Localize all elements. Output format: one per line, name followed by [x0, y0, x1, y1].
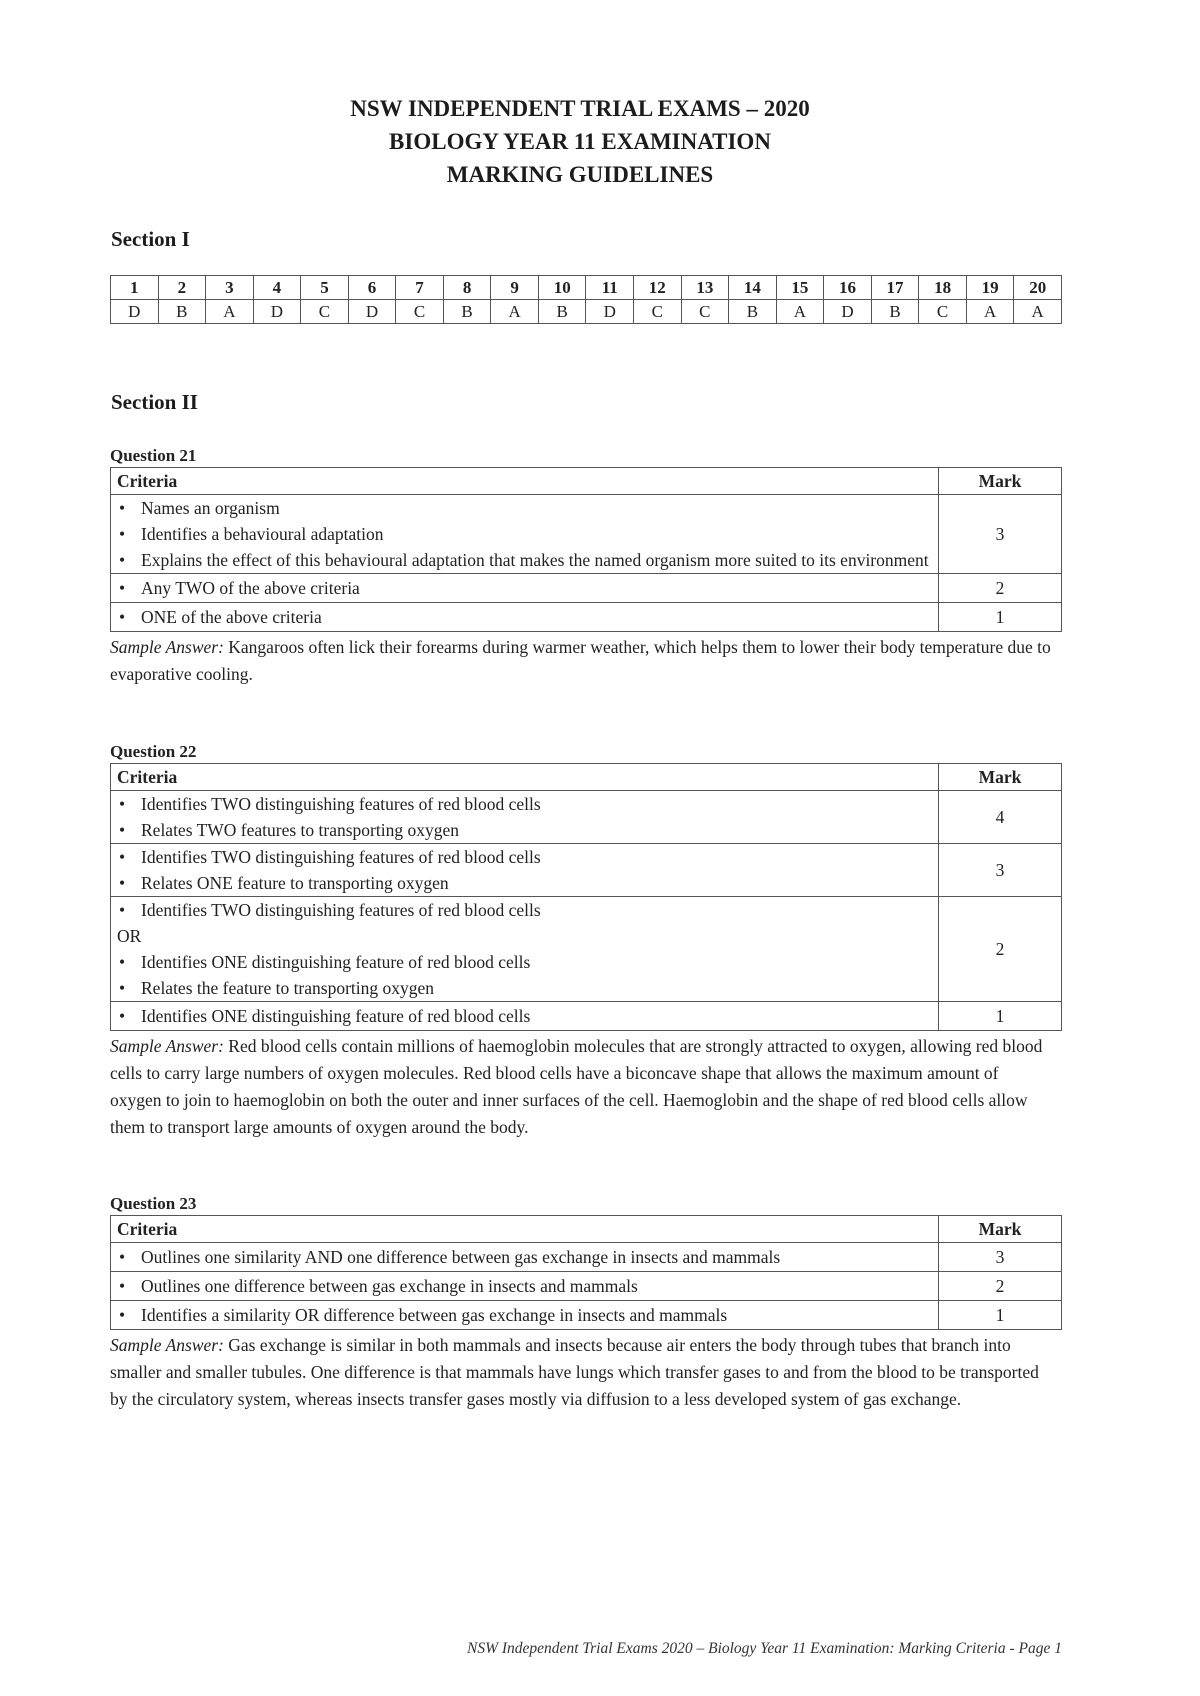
- answer-cell: C: [681, 300, 729, 324]
- answer-cell: D: [253, 300, 301, 324]
- answer-cell: B: [158, 300, 206, 324]
- criteria-cell: [111, 1243, 939, 1272]
- question-number-cell: 7: [396, 276, 444, 300]
- criteria-cell: [111, 574, 939, 603]
- criteria-item: [117, 791, 932, 817]
- mark-cell: 4: [939, 791, 1062, 844]
- mark-cell: 2: [939, 897, 1062, 1002]
- question-23-label: Question 23: [110, 1194, 197, 1213]
- answer-cell: A: [776, 300, 824, 324]
- criteria-cell: [111, 495, 939, 574]
- criteria-item-text: Relates TWO features to transporting oxygen: [141, 820, 459, 840]
- answer-cell: C: [919, 300, 967, 324]
- criteria-item-text: Identifies TWO distinguishing features of red blood cells: [141, 900, 541, 920]
- title-line-1: NSW INDEPENDENT TRIAL EXAMS – 2020: [350, 96, 810, 121]
- criteria-item-text: Identifies ONE distinguishing feature of red blood cells: [141, 1006, 531, 1026]
- page-footer: NSW Independent Trial Exams 2020 – Biology Year 11 Examination: Marking Criteria - Page 1: [467, 1640, 1062, 1657]
- criteria-row: [111, 844, 1062, 897]
- question-21-sample-answer: [110, 634, 1062, 688]
- mark-cell: 3: [939, 844, 1062, 897]
- bullet-icon: •: [119, 524, 126, 544]
- question-21-label: Question 21: [110, 446, 197, 465]
- bullet-icon: •: [119, 978, 126, 998]
- answer-cell: B: [538, 300, 586, 324]
- question-number-cell: 10: [538, 276, 586, 300]
- question-22-criteria-table: [110, 763, 1062, 1031]
- question-number-cell: 18: [919, 276, 967, 300]
- document-title: [0, 92, 1160, 191]
- criteria-row: [111, 574, 1062, 603]
- bullet-icon: •: [119, 1006, 126, 1026]
- criteria-cell: [111, 1301, 939, 1330]
- criteria-item-text: Identifies TWO distinguishing features of red blood cells: [141, 847, 541, 867]
- question-number-cell: 14: [729, 276, 777, 300]
- criteria-item: [117, 897, 932, 923]
- answer-cell: D: [111, 300, 159, 324]
- answer-row: [111, 300, 1062, 324]
- criteria-cell: [111, 791, 939, 844]
- mark-cell: 3: [939, 1243, 1062, 1272]
- criteria-item-text: Identifies TWO distinguishing features of red blood cells: [141, 794, 541, 814]
- question-number-cell: 4: [253, 276, 301, 300]
- criteria-item-text: Identifies a similarity OR difference between gas exchange in insects and mammals: [141, 1305, 728, 1325]
- bullet-icon: •: [119, 873, 126, 893]
- bullet-icon: •: [119, 550, 126, 570]
- question-number-cell: 15: [776, 276, 824, 300]
- question-number-cell: 5: [301, 276, 349, 300]
- question-number-row: [111, 276, 1062, 300]
- sample-answer-text: Red blood cells contain millions of haemoglobin molecules that are strongly attracted to oxygen, allowing red blood cells to carry large numbers of oxygen molecules. Red blood cells have a biconcave shape that allows the maximum amount of oxygen to join to haemoglobin on both the outer and inner surfaces of the cell. Haemoglobin and the shape of red blood cells allow them to transport large amounts of oxygen around the body.: [110, 1036, 1043, 1137]
- question-21-block: [110, 446, 1062, 688]
- criteria-cell: [111, 603, 939, 632]
- question-number-cell: 11: [586, 276, 634, 300]
- question-number-cell: 16: [824, 276, 872, 300]
- mark-cell: 1: [939, 1301, 1062, 1330]
- criteria-cell: [111, 1002, 939, 1031]
- answer-cell: B: [443, 300, 491, 324]
- question-22-sample-answer: [110, 1033, 1062, 1141]
- criteria-row: [111, 1002, 1062, 1031]
- mark-cell: 2: [939, 574, 1062, 603]
- section-1-heading: Section I: [111, 227, 190, 251]
- bullet-icon: •: [119, 900, 126, 920]
- answer-cell: A: [966, 300, 1014, 324]
- question-number-cell: 8: [443, 276, 491, 300]
- criteria-row: [111, 495, 1062, 574]
- answer-cell: C: [396, 300, 444, 324]
- answer-cell: D: [824, 300, 872, 324]
- bullet-icon: •: [119, 1305, 126, 1325]
- bullet-icon: •: [119, 952, 126, 972]
- sample-answer-text: Gas exchange is similar in both mammals and insects because air enters the body through tubes that branch into smaller and smaller tubules. One difference is that mammals have lungs which transfer gases to and from the blood to be transported by the circulatory system, whereas insects transfer gases mostly via diffusion to a less developed system of gas exchange.: [110, 1335, 1039, 1409]
- criteria-item-text: Identifies a behavioural adaptation: [141, 524, 384, 544]
- criteria-item-text: Outlines one similarity AND one difference between gas exchange in insects and mammals: [141, 1247, 781, 1267]
- criteria-header: Criteria: [111, 468, 939, 495]
- answer-cell: B: [871, 300, 919, 324]
- criteria-item-text: Identifies ONE distinguishing feature of red blood cells: [141, 952, 531, 972]
- mark-cell: 1: [939, 1002, 1062, 1031]
- criteria-item: [117, 604, 932, 630]
- criteria-item: [117, 1244, 932, 1270]
- criteria-row: [111, 1272, 1062, 1301]
- criteria-item-text: Names an organism: [141, 498, 280, 518]
- criteria-item: [117, 975, 932, 1001]
- criteria-item: [117, 547, 932, 573]
- bullet-icon: •: [119, 820, 126, 840]
- criteria-item: [117, 870, 932, 896]
- bullet-icon: •: [119, 794, 126, 814]
- criteria-item-text: Relates the feature to transporting oxygen: [141, 978, 435, 998]
- criteria-item: [117, 949, 932, 975]
- criteria-item-text: Relates ONE feature to transporting oxygen: [141, 873, 449, 893]
- question-number-cell: 12: [634, 276, 682, 300]
- mark-header: Mark: [939, 764, 1062, 791]
- bullet-icon: •: [119, 607, 126, 627]
- answer-cell: D: [586, 300, 634, 324]
- question-23-sample-answer: [110, 1332, 1062, 1413]
- criteria-item-text: ONE of the above criteria: [141, 607, 322, 627]
- title-line-2: BIOLOGY YEAR 11 EXAMINATION: [389, 129, 771, 154]
- criteria-item: [117, 495, 932, 521]
- mark-cell: 3: [939, 495, 1062, 574]
- mark-cell: 1: [939, 603, 1062, 632]
- question-number-cell: 3: [206, 276, 254, 300]
- criteria-item: [117, 521, 932, 547]
- answer-cell: D: [348, 300, 396, 324]
- bullet-icon: •: [119, 498, 126, 518]
- criteria-cell: [111, 844, 939, 897]
- question-23-criteria-table: [110, 1215, 1062, 1330]
- criteria-cell: [111, 897, 939, 1002]
- criteria-header: Criteria: [111, 1216, 939, 1243]
- criteria-header: Criteria: [111, 764, 939, 791]
- criteria-row: [111, 1301, 1062, 1330]
- section-2-heading: Section II: [111, 390, 198, 414]
- mark-cell: 2: [939, 1272, 1062, 1301]
- answer-cell: A: [1014, 300, 1062, 324]
- criteria-row: [111, 603, 1062, 632]
- question-number-cell: 17: [871, 276, 919, 300]
- criteria-cell: [111, 1272, 939, 1301]
- question-number-cell: 1: [111, 276, 159, 300]
- answer-cell: C: [301, 300, 349, 324]
- bullet-icon: •: [119, 847, 126, 867]
- question-22-label: Question 22: [110, 742, 197, 761]
- sample-answer-text: Kangaroos often lick their forearms during warmer weather, which helps them to lower their body temperature due to evaporative cooling.: [110, 637, 1051, 684]
- question-21-criteria-table: [110, 467, 1062, 632]
- criteria-row: [111, 897, 1062, 1002]
- bullet-icon: •: [119, 578, 126, 598]
- criteria-row: [111, 1243, 1062, 1272]
- answer-cell: A: [206, 300, 254, 324]
- sample-answer-label: Sample Answer:: [110, 637, 224, 657]
- bullet-icon: •: [119, 1276, 126, 1296]
- question-number-cell: 2: [158, 276, 206, 300]
- or-separator: OR: [117, 926, 142, 946]
- criteria-item-text: Explains the effect of this behavioural adaptation that makes the named organism more suited to its environment: [141, 550, 929, 570]
- criteria-row: [111, 791, 1062, 844]
- question-22-block: [110, 742, 1062, 1141]
- question-number-cell: 9: [491, 276, 539, 300]
- bullet-icon: •: [119, 1247, 126, 1267]
- question-number-cell: 20: [1014, 276, 1062, 300]
- criteria-item: [117, 575, 932, 601]
- sample-answer-label: Sample Answer:: [110, 1036, 224, 1056]
- answer-cell: A: [491, 300, 539, 324]
- criteria-item-text: Any TWO of the above criteria: [141, 578, 360, 598]
- title-line-3: MARKING GUIDELINES: [446, 162, 714, 187]
- question-23-block: [110, 1194, 1062, 1413]
- question-number-cell: 19: [966, 276, 1014, 300]
- question-number-cell: 6: [348, 276, 396, 300]
- answer-key-table: [110, 275, 1062, 324]
- criteria-item: [117, 1302, 932, 1328]
- mark-header: Mark: [939, 468, 1062, 495]
- answer-cell: C: [634, 300, 682, 324]
- criteria-item-text: Outlines one difference between gas exchange in insects and mammals: [141, 1276, 638, 1296]
- sample-answer-label: Sample Answer:: [110, 1335, 224, 1355]
- answer-cell: B: [729, 300, 777, 324]
- criteria-item: [117, 817, 932, 843]
- criteria-item: [117, 1003, 932, 1029]
- question-number-cell: 13: [681, 276, 729, 300]
- mark-header: Mark: [939, 1216, 1062, 1243]
- criteria-item: [117, 1273, 932, 1299]
- criteria-item: [117, 844, 932, 870]
